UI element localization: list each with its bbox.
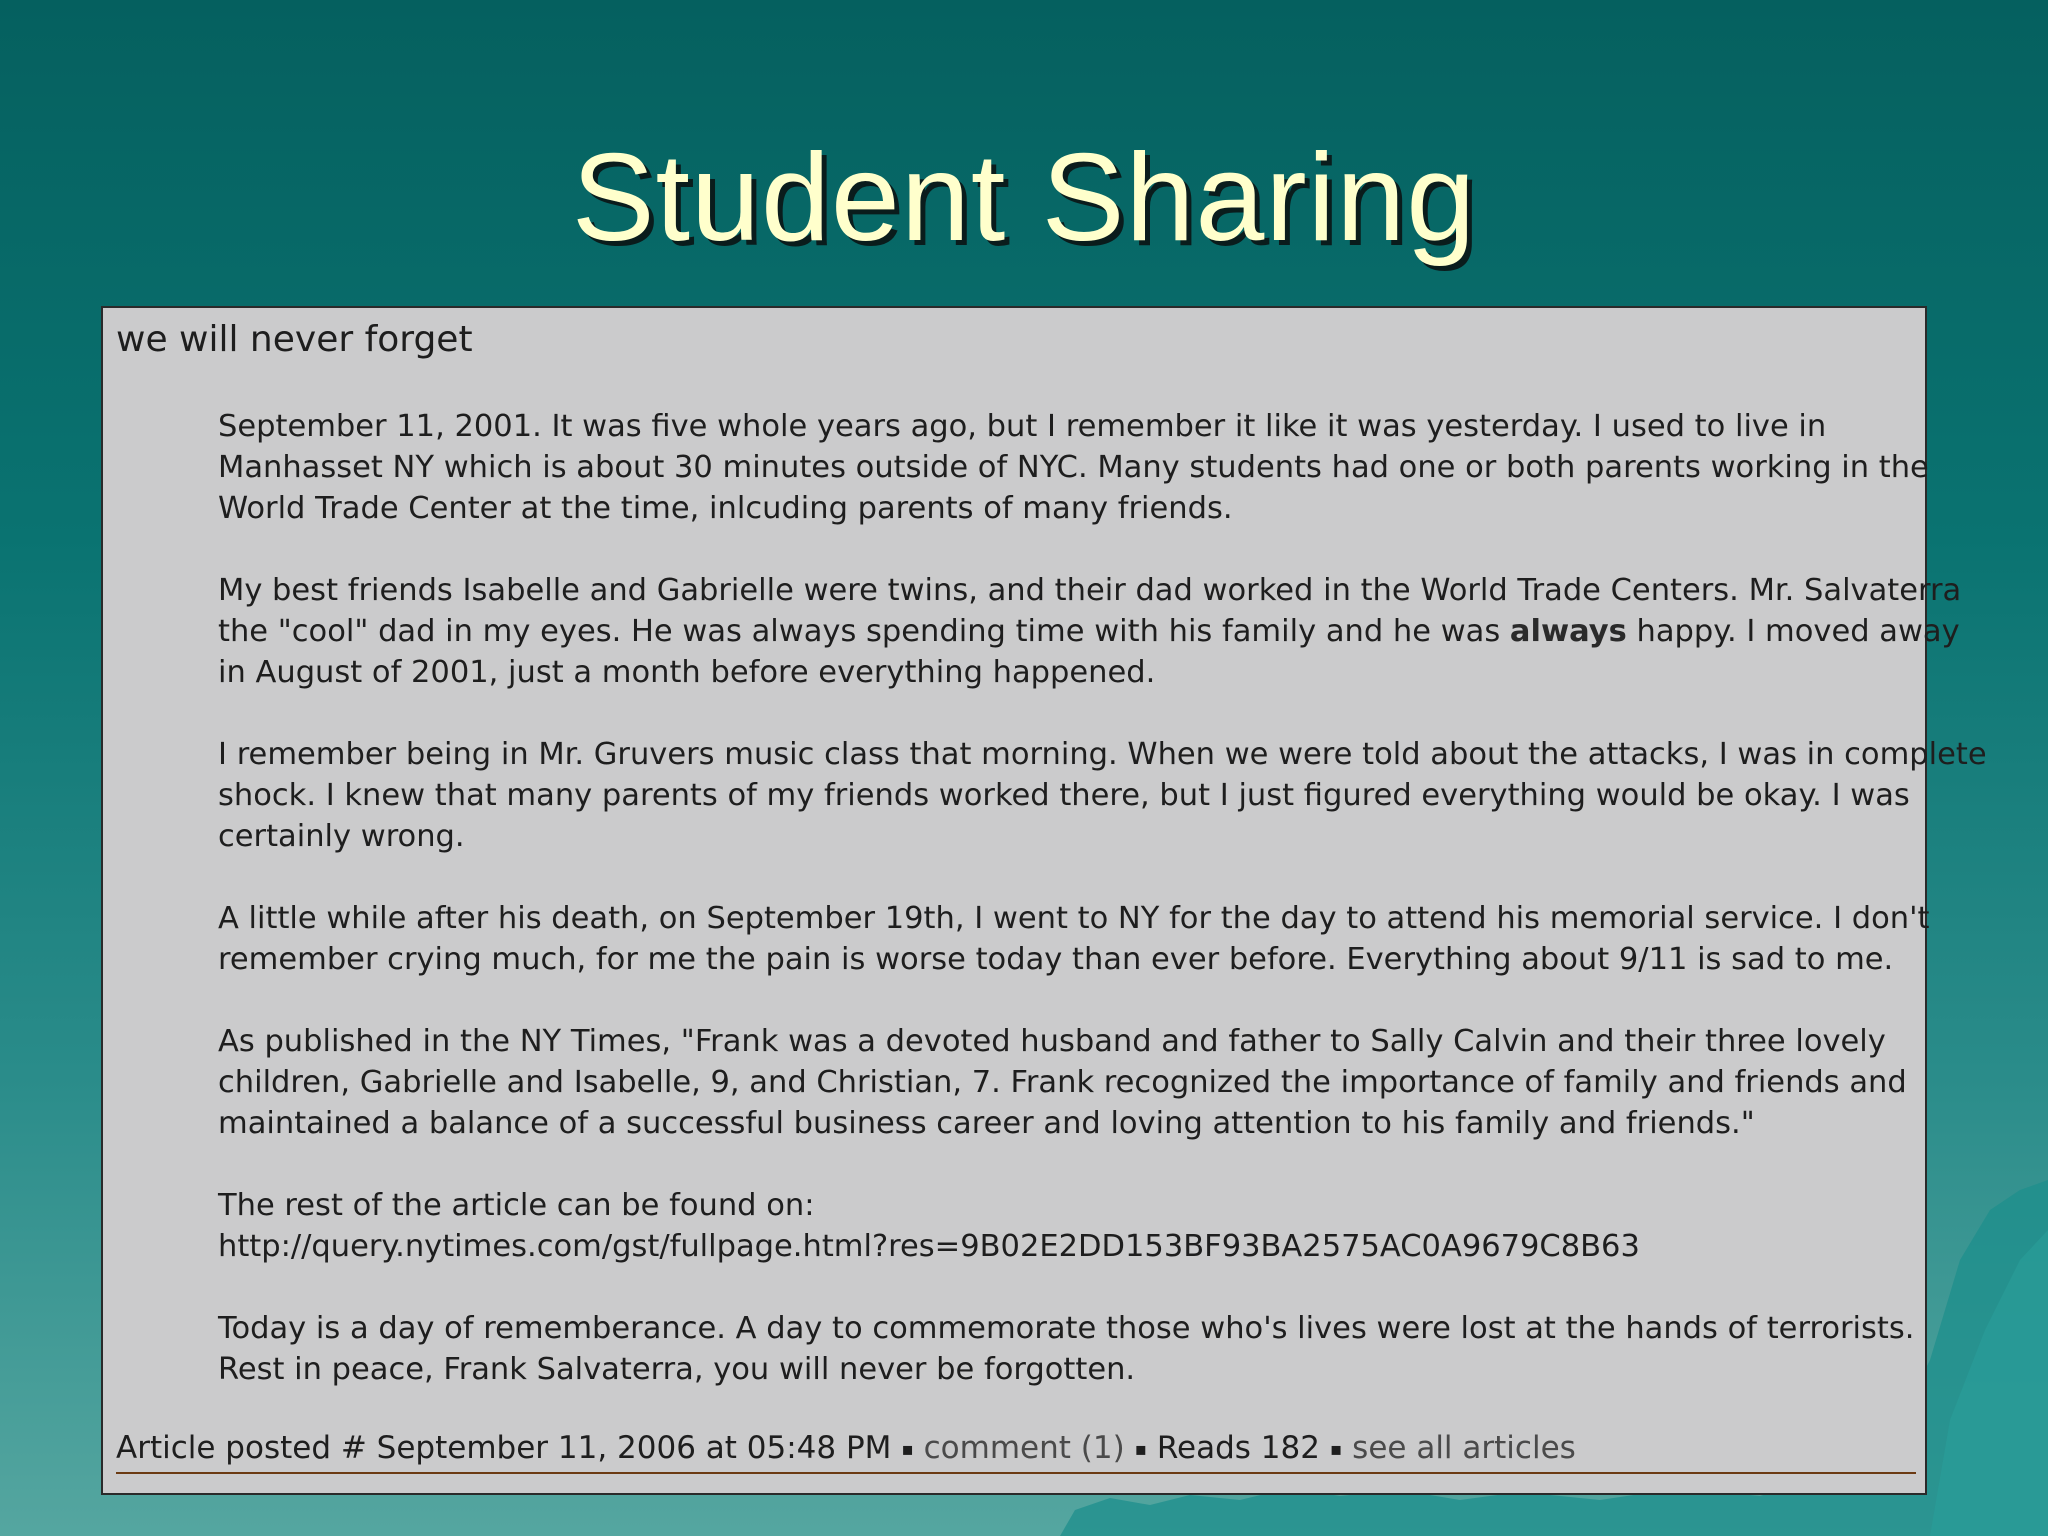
- separator-icon: ▪: [1134, 1438, 1147, 1460]
- article-paragraph: [218, 1308, 1926, 1390]
- see-all-articles-link[interactable]: see all articles: [1352, 1430, 1576, 1466]
- text-line: As published in the NY Times, "Frank was a devoted husband and father to Sally Calvin and their three lovely: [218, 1024, 1886, 1059]
- article-url: http://query.nytimes.com/gst/fullpage.html?res=9B02E2DD153BF93BA2575AC0A9679C8B63: [218, 1229, 1640, 1264]
- text-line: children, Gabrielle and Isabelle, 9, and Christian, 7. Frank recognized the importance of family and friends and: [218, 1065, 1907, 1100]
- emphasis-text: always: [1509, 614, 1627, 649]
- article-panel: [101, 306, 1987, 1495]
- article-heading: we will never forget: [116, 319, 473, 360]
- text-line: Manhasset NY which is about 30 minutes outside of NYC. Many students had one or both parents working in the: [218, 450, 1929, 485]
- article-body: [218, 406, 1987, 1431]
- separator-icon: ▪: [901, 1438, 914, 1460]
- text-line: shock. I knew that many parents of my friends worked there, but I just figured everything would be okay. I was: [218, 778, 1910, 813]
- text-line: [218, 611, 1960, 652]
- article-paragraph: [218, 898, 1930, 980]
- text-line: Today is a day of rememberance. A day to commemorate those who's lives were lost at the hands of terrorists.: [218, 1311, 1915, 1346]
- text-line: The rest of the article can be found on:: [218, 1188, 815, 1223]
- text-line: maintained a balance of a successful business career and loving attention to his family and friends.": [218, 1106, 1755, 1141]
- text-line: Rest in peace, Frank Salvaterra, you will never be forgotten.: [218, 1352, 1136, 1387]
- slide-title: Student Sharing: [571, 129, 1477, 267]
- text-line: World Trade Center at the time, inlcuding parents of many friends.: [218, 491, 1233, 526]
- text-line: in August of 2001, just a month before everything happened.: [218, 655, 1156, 690]
- text-line: September 11, 2001. It was five whole years ago, but I remember it like it was yesterday. I used to live in: [218, 409, 1827, 444]
- posted-date: Article posted # September 11, 2006 at 05:48 PM: [116, 1430, 892, 1466]
- text-line: I remember being in Mr. Gruvers music class that morning. When we were told about the attacks, I was in complete: [218, 737, 1987, 772]
- article-paragraph: [218, 1185, 1926, 1267]
- text-line: certainly wrong.: [218, 819, 465, 854]
- article-paragraph: [218, 1021, 1926, 1144]
- comment-link[interactable]: comment (1): [923, 1430, 1125, 1466]
- text-fragment: the "cool" dad in my eyes. He was always spending time with his family and he was: [218, 614, 1510, 649]
- reads-count: Reads 182: [1156, 1430, 1320, 1466]
- separator-icon: ▪: [1329, 1438, 1343, 1460]
- text-line: A little while after his death, on September 19th, I went to NY for the day to attend his memorial service. I don't: [218, 901, 1930, 936]
- article-paragraph: [218, 406, 1929, 529]
- article-footer: [116, 1426, 1916, 1474]
- text-line: remember crying much, for me the pain is worse today than ever before. Everything about 9/11 is sad to me.: [218, 942, 1894, 977]
- text-line: My best friends Isabelle and Gabrielle were twins, and their dad worked in the World Trade Centers. Mr. Salvaterra: [218, 573, 1962, 608]
- article-paragraph: [218, 734, 1987, 857]
- text-fragment: happy. I moved away: [1626, 614, 1960, 649]
- article-paragraph: [218, 570, 1962, 693]
